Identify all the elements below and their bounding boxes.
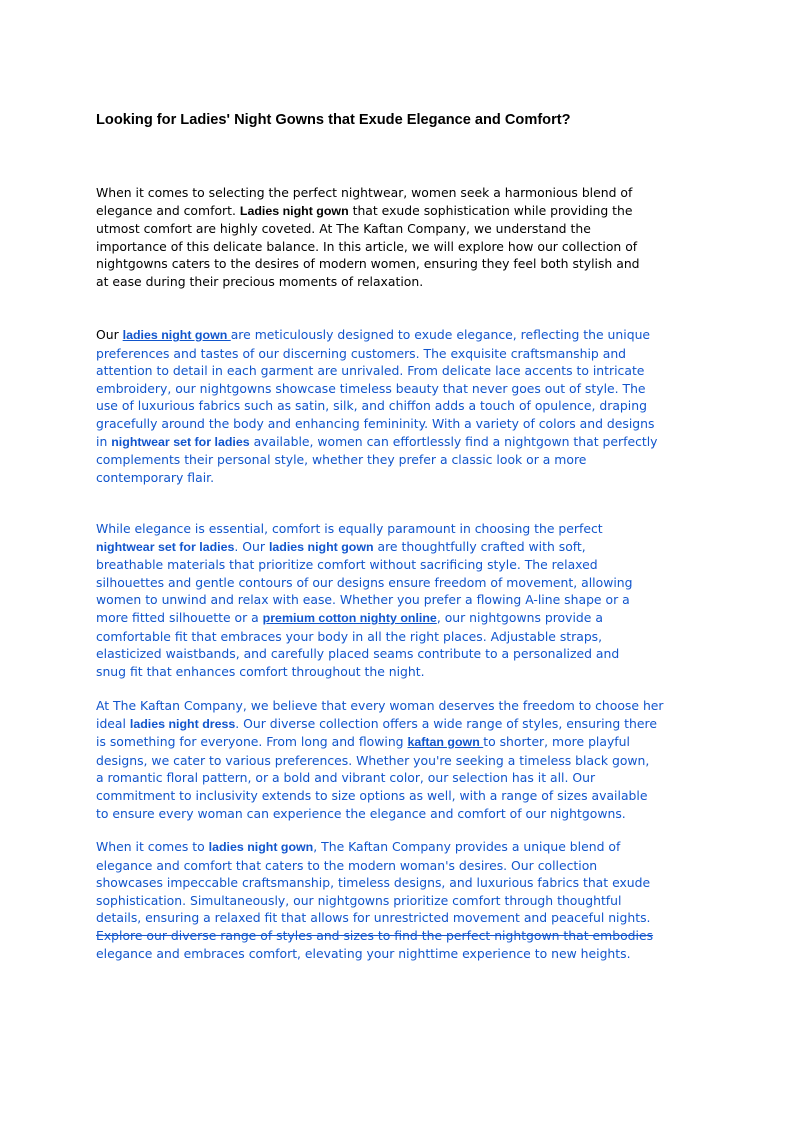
- text-line: [96, 538, 706, 557]
- text-line: comfortable fit that embraces your body in all the right places. Adjustable straps,: [96, 628, 603, 644]
- keyword-ladies-night-gown: Ladies night gown: [239, 203, 349, 218]
- text-line: At The Kaftan Company, we believe that every woman deserves the freedom to choose her: [96, 698, 664, 713]
- keyword-ladies-night-gown: ladies night gown: [208, 840, 314, 854]
- text-line: [96, 733, 706, 752]
- keyword-ladies-night-gown: ladies night gown: [268, 539, 374, 554]
- text-run: elegance and comfort.: [96, 202, 240, 218]
- text-run: in: [96, 433, 112, 449]
- text-line: importance of this delicate balance. In this article, we will explore how our collection of: [96, 238, 638, 254]
- text-line: showcases impeccable craftsmanship, timeless designs, and luxurious fabrics that exude: [96, 875, 651, 891]
- text-run: that exude sophistication while providing the: [348, 202, 633, 218]
- keyword-nightwear-set: nightwear set for ladies: [111, 434, 250, 449]
- text-line: women to unwind and relax with ease. Whether you prefer a flowing A-line shape or a: [96, 592, 630, 608]
- text-line: details, ensuring a relaxed fit that allows for unrestricted movement and peaceful nights.: [96, 910, 651, 926]
- page-title: Looking for Ladies' Night Gowns that Exude Elegance and Comfort?: [96, 112, 571, 128]
- text-line: commitment to inclusivity extends to size options as well, with a range of sizes available: [96, 787, 648, 803]
- text-run: more fitted silhouette or a: [96, 609, 263, 625]
- text-line: nightgowns caters to the desires of modern women, ensuring they feel both stylish and: [96, 256, 640, 272]
- text-line: designs, we cater to various preferences. Whether you're seeking a timeless black gown,: [96, 752, 650, 768]
- text-run: . Our diverse collection offers a wide range of styles, ensuring there: [235, 715, 657, 731]
- text-line: [96, 609, 706, 628]
- text-run: ideal: [96, 715, 130, 731]
- link-premium-cotton-nighty[interactable]: premium cotton nighty online: [262, 610, 437, 625]
- text-line: at ease during their precious moments of relaxation.: [96, 273, 424, 289]
- keyword-nightwear-set: nightwear set for ladies: [96, 539, 235, 554]
- intro-paragraph: [96, 184, 706, 291]
- text-line: utmost comfort are highly coveted. At The Kaftan Company, we understand the: [96, 221, 591, 237]
- text-run: is something for everyone. From long and flowing: [96, 734, 408, 750]
- text-line: breathable materials that prioritize comfort without sacrificing style. The relaxed: [96, 557, 598, 573]
- text-line: elegance and comfort that caters to the modern woman's desires. Our collection: [96, 857, 598, 873]
- text-line: [96, 433, 706, 452]
- text-line: silhouettes and gentle contours of our designs ensure freedom of movement, allowing: [96, 574, 633, 590]
- text-line: to ensure every woman can experience the elegance and comfort of our nightgowns.: [96, 805, 626, 821]
- text-line: embroidery, our nightgowns showcase timeless beauty that never goes out of style. The: [96, 380, 646, 396]
- text-line: attention to detail in each garment are unrivaled. From delicate lace accents to intricate: [96, 363, 645, 379]
- text-line: snug fit that enhances comfort throughout the night.: [96, 663, 425, 679]
- text-line: [96, 202, 706, 221]
- text-run: , our nightgowns provide a: [436, 609, 603, 625]
- elegance-paragraph: [96, 326, 706, 486]
- link-kaftan-gown[interactable]: kaftan gown: [407, 735, 484, 750]
- text-line: contemporary flair.: [96, 469, 215, 485]
- text-line: When it comes to selecting the perfect nightwear, women seek a harmonious blend of: [96, 185, 633, 200]
- comfort-paragraph: [96, 520, 706, 680]
- text-line: [96, 715, 706, 734]
- text-line: elasticized waistbands, and carefully placed seams contribute to a personalized and: [96, 646, 620, 662]
- text-line: use of luxurious fabrics such as satin, silk, and chiffon adds a touch of opulence, draping: [96, 398, 647, 414]
- text-run: are meticulously designed to exude elegance, reflecting the unique: [230, 327, 651, 342]
- text-run: Our: [96, 327, 123, 342]
- text-line: preferences and tastes of our discerning customers. The exquisite craftsmanship and: [96, 345, 627, 361]
- text-line: gracefully around the body and enhancing femininity. With a variety of colors and designs: [96, 415, 655, 431]
- text-line: sophistication. Simultaneously, our nightgowns prioritize comfort through thoughtful: [96, 892, 622, 908]
- conclusion-paragraph: [96, 838, 706, 962]
- text-line: elegance and embraces comfort, elevating your nighttime experience to new heights.: [96, 945, 631, 961]
- text-run: , The Kaftan Company provides a unique blend of: [313, 839, 621, 854]
- text-run: are thoughtfully crafted with soft,: [373, 538, 586, 554]
- text-run: available, women can effortlessly find a nightgown that perfectly: [249, 433, 658, 449]
- styles-paragraph: [96, 697, 706, 822]
- keyword-ladies-night-dress: ladies night dress: [129, 716, 236, 731]
- text-run: When it comes to: [96, 839, 209, 854]
- text-line-strikethrough: Explore our diverse range of styles and sizes to find the perfect nightgown that embodies: [96, 927, 654, 943]
- text-run: to shorter, more playful: [483, 734, 630, 750]
- text-line: While elegance is essential, comfort is equally paramount in choosing the perfect: [96, 521, 603, 536]
- text-line: [96, 326, 706, 345]
- text-line: complements their personal style, whether they prefer a classic look or a more: [96, 452, 587, 468]
- text-line: a romantic floral pattern, or a bold and vibrant color, our selection has it all. Our: [96, 770, 596, 786]
- text-run: . Our: [234, 538, 269, 554]
- link-ladies-night-gown[interactable]: ladies night gown: [122, 328, 231, 342]
- text-line: [96, 838, 706, 857]
